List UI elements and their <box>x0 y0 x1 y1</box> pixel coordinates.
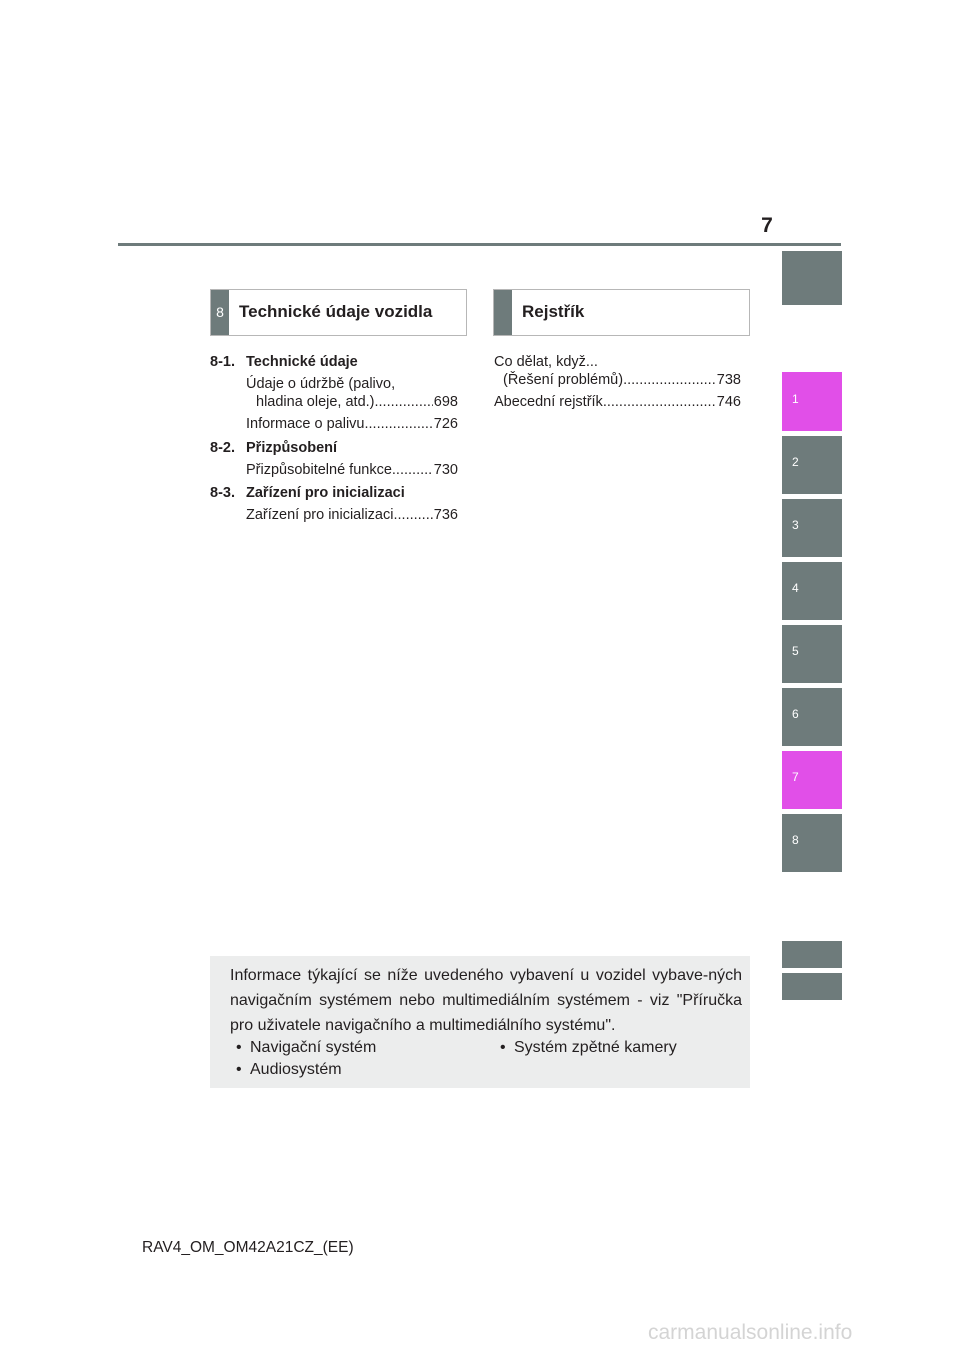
bullet-item <box>236 1061 342 1079</box>
toc-entry-text: Informace o palivu <box>246 416 365 432</box>
toc-page-number: 738 <box>716 372 741 388</box>
toc-entry[interactable] <box>503 372 741 388</box>
toc-entry-line1[interactable]: Údaje o údržbě (palivo, <box>246 376 396 392</box>
side-tab-label: 8 <box>792 833 799 847</box>
toc-entry-text: Abecední rejstřík <box>494 394 603 410</box>
side-tab-label: 6 <box>792 707 799 721</box>
toc-leader <box>623 372 716 388</box>
toc-entry-text: (Řešení problémů) <box>503 372 624 388</box>
toc-chapter-number: 8-1. <box>210 354 235 370</box>
section-number: 8 <box>211 290 229 335</box>
info-note-text: Informace týkající se níže uvedeného vybavení u vozidel vybave-ných navigačním systémem nebo multimediálním systémem - viz "Příručka pro uživatele navigačního a multimediálního systému". <box>230 967 742 1034</box>
bullet-text: Audiosystém <box>250 1061 342 1078</box>
side-tab-blank-bottom-2[interactable] <box>782 973 842 1000</box>
toc-chapter-number: 8-3. <box>210 485 235 501</box>
toc-page-number: 698 <box>433 394 458 410</box>
bullet-text: Systém zpětné kamery <box>514 1039 677 1056</box>
bullet-dot: • <box>500 1039 506 1056</box>
bullet-text: Navigační systém <box>250 1039 377 1056</box>
side-tab-label: 1 <box>792 392 799 406</box>
toc-page-number: 736 <box>433 507 458 523</box>
toc-entry-text: hladina oleje, atd.) <box>256 394 375 410</box>
side-tab-7[interactable] <box>782 751 842 809</box>
bullet-dot: • <box>236 1061 242 1078</box>
toc-page-number: 746 <box>716 394 741 410</box>
side-tab-4[interactable] <box>782 562 842 620</box>
side-tab-label: 7 <box>792 770 799 784</box>
side-tab-label: 3 <box>792 518 799 532</box>
toc-chapter-title: Přizpůsobení <box>246 440 338 456</box>
section-8-header <box>210 289 467 336</box>
toc-chapter-8-2[interactable] <box>210 440 337 456</box>
toc-page-number: 730 <box>433 462 458 478</box>
section-title: Rejstřík <box>522 302 585 321</box>
index-section-header <box>493 289 750 336</box>
toc-chapter-title: Zařízení pro inicializaci <box>246 485 405 501</box>
bullet-item <box>236 1039 376 1057</box>
section-title: Technické údaje vozidla <box>239 302 433 321</box>
page-number: 7 <box>761 214 773 237</box>
side-tab-1[interactable] <box>782 372 842 431</box>
side-tab-6[interactable] <box>782 688 842 746</box>
toc-leader <box>392 462 433 478</box>
toc-entry-line1[interactable]: Co dělat, když... <box>494 354 598 370</box>
side-tab-label: 4 <box>792 581 799 595</box>
toc-leader <box>603 394 716 410</box>
toc-leader <box>364 416 432 432</box>
side-tab-5[interactable] <box>782 625 842 683</box>
side-tab-8[interactable] <box>782 814 842 872</box>
toc-entry[interactable] <box>246 507 458 523</box>
toc-chapter-number: 8-2. <box>210 440 235 456</box>
bullet-item <box>500 1039 677 1057</box>
bullet-dot: • <box>236 1039 242 1056</box>
side-tab-blank-bottom-1[interactable] <box>782 941 842 968</box>
side-tab-label: 2 <box>792 455 799 469</box>
info-note-box <box>210 956 750 1088</box>
side-tab-label: 5 <box>792 644 799 658</box>
header-rule <box>118 243 841 246</box>
toc-entry[interactable] <box>246 462 458 478</box>
toc-chapter-8-1[interactable] <box>210 354 358 370</box>
side-tab-3[interactable] <box>782 499 842 557</box>
toc-entry[interactable] <box>256 394 458 410</box>
document-footer-code: RAV4_OM_OM42A21CZ_(EE) <box>142 1239 354 1256</box>
section-number <box>494 290 512 335</box>
toc-leader <box>393 507 432 523</box>
side-tab-2[interactable] <box>782 436 842 494</box>
watermark: carmanualsonline.info <box>648 1321 853 1344</box>
toc-page-number: 726 <box>433 416 458 432</box>
toc-entry[interactable] <box>494 394 741 410</box>
toc-entry[interactable] <box>246 416 458 432</box>
toc-entry-text: Přizpůsobitelné funkce <box>246 462 392 478</box>
toc-entry-text: Zařízení pro inicializaci <box>246 507 394 523</box>
toc-chapter-8-3[interactable] <box>210 485 405 501</box>
toc-chapter-title: Technické údaje <box>246 354 358 370</box>
side-tab-blank-top[interactable] <box>782 251 842 305</box>
toc-leader <box>375 394 433 410</box>
